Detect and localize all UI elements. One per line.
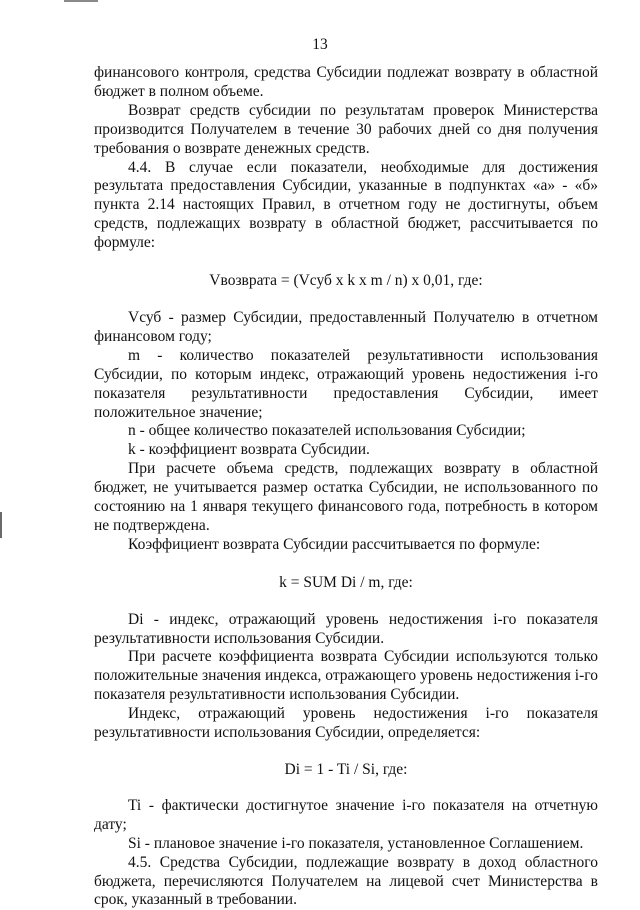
formula-coefficient: k = SUM Di / m, где: bbox=[279, 573, 413, 591]
definition-n: n - общее количество показателей использования Субсидии; bbox=[128, 422, 526, 440]
paragraph-4-4: 4.4. В случае если показатели, необходимые для достижения результата предоставления Субсидии, указанные в подпунктах «а» - «б» пункта 2.14 настоящих Правил, в отчетном году не достигнуты, объем средств, подлежащих возврату в областной бюджет, рассчитывается по формуле: bbox=[94, 158, 598, 252]
definition-ti: Ti - фактически достигнутое значение i-го показателя на отчетную дату; bbox=[94, 796, 598, 833]
definition-vsub: Vсуб - размер Субсидии, предоставленный Получателю в отчетном финансовом году; bbox=[94, 308, 598, 345]
definition-k: k - коэффициент возврата Субсидии. bbox=[128, 441, 370, 459]
formula-refund-volume: Vвозврата = (Vсуб x k x m / n) x 0,01, где: bbox=[209, 272, 483, 290]
paragraph-refund-terms: Возврат средств субсидии по результатам проверок Министерства производится Получателем в течение 30 рабочих дней со дня получения требования о возврате денежных средств. bbox=[94, 101, 598, 157]
paragraph-4-5: 4.5. Средства Субсидии, подлежащие возврату в доход областного бюджета, перечисляются Получателем на лицевой счет Министерства в срок, указанный в требовании. bbox=[94, 853, 598, 909]
definition-si: Si - плановое значение i-го показателя, установленное Соглашением. bbox=[128, 834, 584, 852]
page-number: 13 bbox=[312, 36, 328, 53]
definition-m: m - количество показателей результативности использования Субсидии, по которым индекс, отражающий уровень недостижения i-го показателя результативности предоставления Субсидии, имеет положительное значение; bbox=[94, 346, 598, 421]
paragraph-positive-values: При расчете коэффициента возврата Субсидии используются только положительные значения индекса, отражающего уровень недостижения i-го показателя результативности использования Субсидии. bbox=[94, 648, 598, 704]
paragraph-balance-note: При расчете объема средств, подлежащих возврату в областной бюджет, не учитывается размер остатка Субсидии, не использованного по состоянию на 1 января текущего финансового года, потребность в котором не подтверждена. bbox=[94, 460, 598, 534]
document-body bbox=[94, 64, 598, 910]
scan-edge-mark bbox=[64, 0, 98, 2]
paragraph-index-intro: Индекс, отражающий уровень недостижения i-го показателя результативности использования Субсидии, определяется: bbox=[94, 705, 598, 742]
paragraph-coefficient-intro: Коэффициент возврата Субсидии рассчитывается по формуле: bbox=[128, 535, 541, 553]
scan-margin-mark bbox=[0, 512, 2, 538]
formula-index: Di = 1 - Ti / Si, где: bbox=[284, 761, 408, 778]
paragraph-continuation: финансового контроля, средства Субсидии подлежат возврату в областной бюджет в полном объеме. bbox=[94, 64, 598, 100]
definition-di: Di - индекс, отражающий уровень недостижения i-го показателя результативности использования Субсидии. bbox=[94, 610, 598, 647]
